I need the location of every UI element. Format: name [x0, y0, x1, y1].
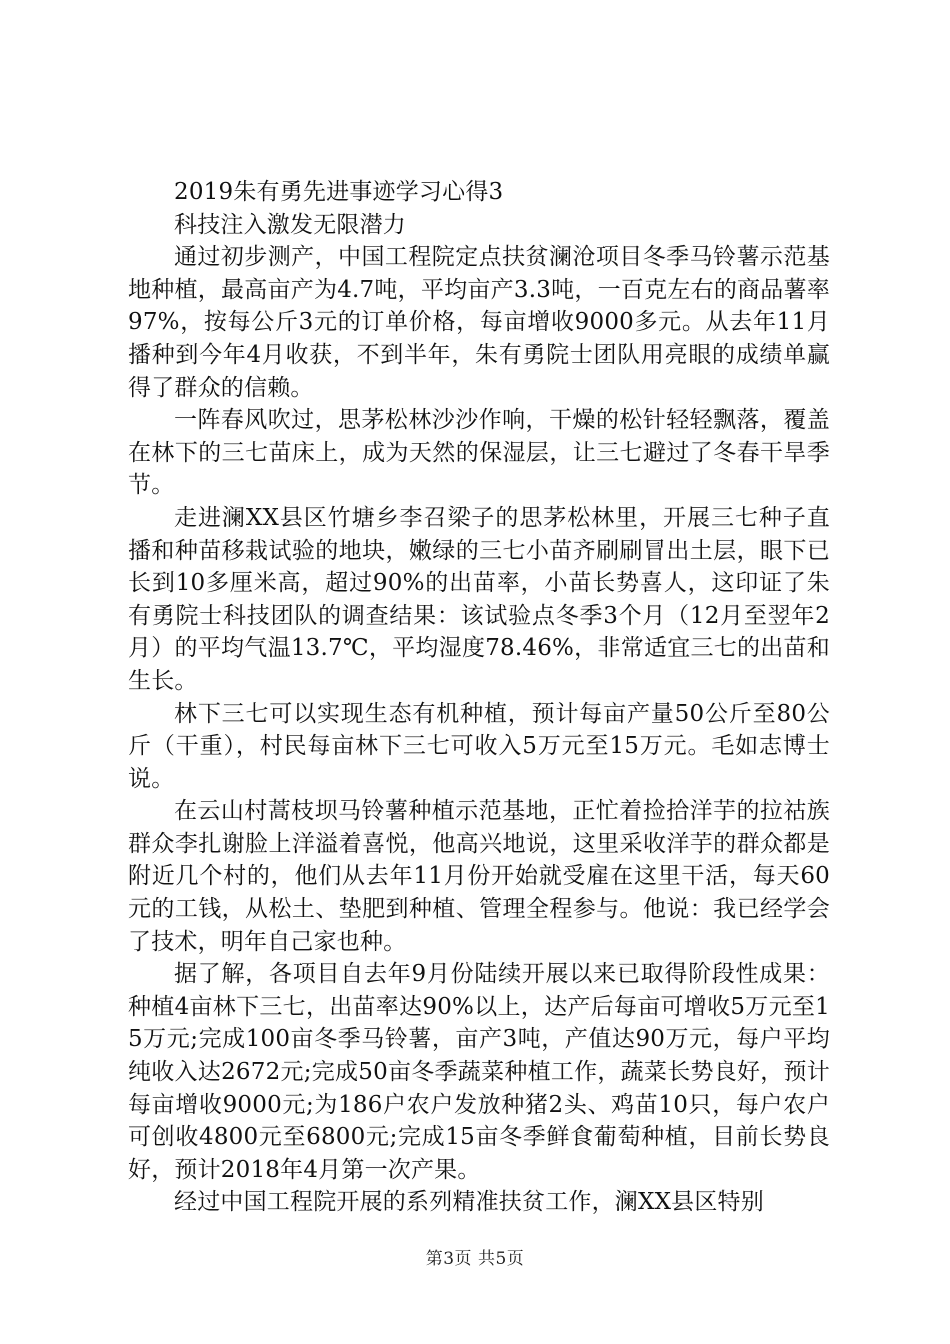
- document-title: 2019朱有勇先进事迹学习心得3: [174, 179, 504, 205]
- paragraph: 走进澜XX县区竹塘乡李召梁子的思茅松林里，开展三七种子直播和种苗移栽试验的地块，嫩绿的三七小苗齐刷刷冒出土层，眼下已长到10多厘米高，超过90%的出苗率，小苗长势喜人，这印证了朱有勇院士科技团队的调查结果：该试验点冬季3个月（12月至翌年2月）的平均气温13.7℃，平均湿度78.46%，非常适宜三七的出苗和生长。: [128, 504, 830, 694]
- paragraph: 一阵春风吹过，思茅松林沙沙作响，干燥的松针轻轻飘落，覆盖在林下的三七苗床上，成为天然的保湿层，让三七避过了冬春干旱季节。: [128, 407, 830, 499]
- paragraph: 在云山村蒿枝坝马铃薯种植示范基地，正忙着捡拾洋芋的拉祜族群众李扎谢脸上洋溢着喜悦，他高兴地说，这里采收洋芋的群众都是附近几个村的，他们从去年11月份开始就受雇在这里干活，每天60元的工钱，从松土、垫肥到种植、管理全程参与。他说：我已经学会了技术，明年自己家也种。: [128, 798, 830, 955]
- paragraph: 通过初步测产，中国工程院定点扶贫澜沧项目冬季马铃薯示范基地种植，最高亩产为4.7吨，平均亩产3.3吨，一百克左右的商品薯率97%，按每公斤3元的订单价格，每亩增收9000多元。从去年11月播种到今年4月收获，不到半年，朱有勇院士团队用亮眼的成绩单赢得了群众的信赖。: [128, 244, 830, 401]
- document-subtitle: 科技注入激发无限潜力: [174, 211, 406, 238]
- page-number: 第3页 共5页: [425, 1249, 525, 1269]
- paragraph: 经过中国工程院开展的系列精准扶贫工作，澜XX县区特别: [174, 1189, 764, 1216]
- paragraph: 据了解，各项目自去年9月份陆续开展以来已取得阶段性成果：种植4亩林下三七，出苗率达90%以上，达产后每亩可增收5万元至15万元;完成100亩冬季马铃薯，亩产3吨，产值达90万元，每户平均纯收入达2672元;完成50亩冬季蔬菜种植工作，蔬菜长势良好，预计每亩增收9000元;为186户农户发放种猪2头、鸡苗10只，每户农户可创收4800元至6800元;完成15亩冬季鲜食葡萄种植，目前长势良好，预计2018年4月第一次产果。: [128, 961, 830, 1183]
- document-body: [128, 176, 830, 1219]
- paragraph: 林下三七可以实现生态有机种植，预计每亩产量50公斤至80公斤（干重），村民每亩林下三七可收入5万元至15万元。毛如志博士说。: [128, 700, 830, 792]
